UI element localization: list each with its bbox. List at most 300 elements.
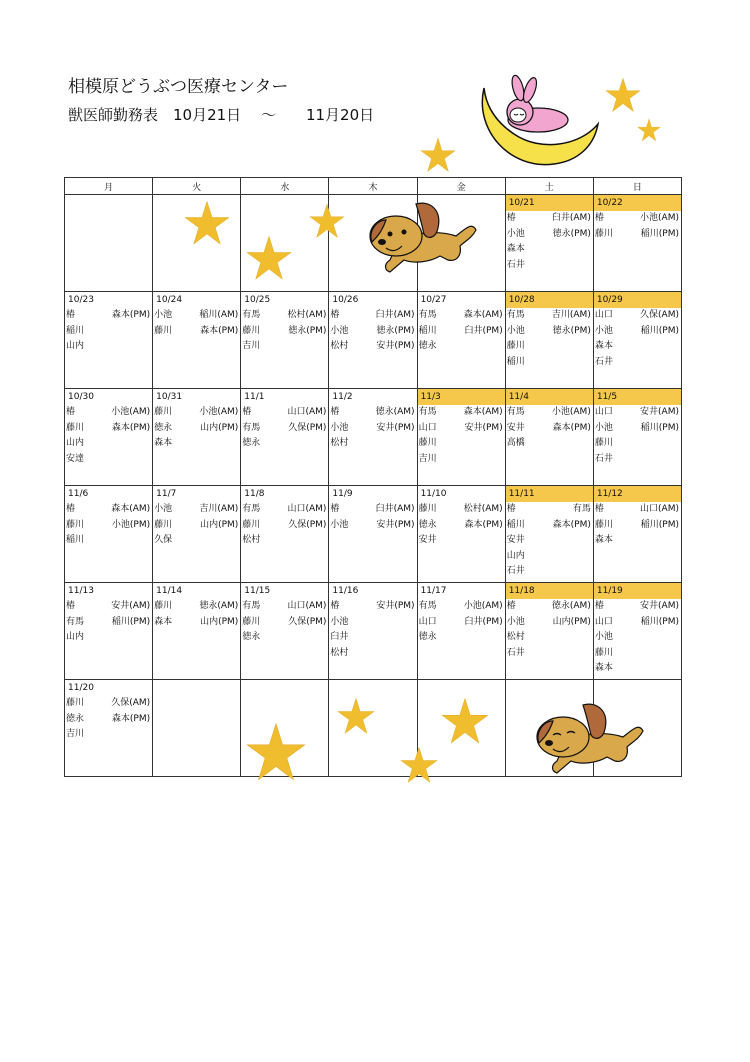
staff-name: 有馬 bbox=[506, 310, 525, 320]
day-cell bbox=[65, 680, 153, 777]
staff-row bbox=[418, 630, 505, 646]
staff-row bbox=[241, 533, 328, 549]
day-date: 11/6 bbox=[68, 489, 89, 499]
staff-name: 藤川 bbox=[66, 519, 85, 530]
staff-name: 石井 bbox=[594, 356, 613, 367]
staff-name: 椿 bbox=[330, 601, 340, 611]
staff-shift: 山口(AM) bbox=[287, 504, 327, 514]
staff-shift: 山口(AM) bbox=[287, 407, 327, 417]
staff-row bbox=[65, 518, 152, 534]
day-cell bbox=[505, 195, 593, 292]
staff-shift: 久保(AM) bbox=[111, 698, 151, 708]
dog-illustration bbox=[527, 699, 645, 777]
staff-shift: 臼井(PM) bbox=[464, 325, 503, 336]
staff-name: 稲川 bbox=[506, 356, 525, 367]
staff-name: 有馬 bbox=[242, 601, 261, 611]
day-cell bbox=[153, 583, 241, 680]
day-cell bbox=[593, 389, 681, 486]
day-date: 11/19 bbox=[594, 583, 681, 599]
day-date: 10/30 bbox=[68, 392, 94, 402]
staff-row bbox=[329, 324, 416, 340]
staff-name: 吉川 bbox=[66, 729, 85, 739]
staff-name: 椿 bbox=[594, 504, 604, 514]
day-date: 10/31 bbox=[156, 392, 183, 402]
staff-name: 石井 bbox=[506, 259, 525, 270]
staff-name: 椿 bbox=[506, 601, 516, 611]
staff-name: 椿 bbox=[330, 310, 340, 320]
staff-row bbox=[153, 436, 240, 452]
day-date: 11/10 bbox=[420, 489, 447, 499]
staff-name: 藤川 bbox=[418, 504, 437, 514]
weekday-header: 木 bbox=[329, 178, 417, 195]
staff-name: 有馬 bbox=[418, 407, 437, 417]
staff-name: 藤川 bbox=[242, 616, 261, 627]
staff-row bbox=[418, 533, 505, 549]
staff-name: 椿 bbox=[594, 213, 604, 223]
weekday-header: 金 bbox=[417, 178, 505, 195]
day-date: 10/22 bbox=[594, 195, 681, 211]
day-cell bbox=[505, 486, 593, 583]
day-cell bbox=[505, 389, 593, 486]
staff-shift: 松村(AM) bbox=[463, 504, 503, 514]
staff-shift: 久保(PM) bbox=[288, 616, 327, 627]
staff-name: 藤川 bbox=[154, 519, 173, 530]
staff-row bbox=[594, 630, 681, 646]
day-date: 11/7 bbox=[156, 489, 177, 499]
star-icon bbox=[605, 77, 641, 113]
day-cell bbox=[153, 292, 241, 389]
staff-row bbox=[506, 242, 593, 258]
day-cell bbox=[153, 680, 241, 777]
staff-shift: 小池(AM) bbox=[199, 407, 239, 417]
staff-row bbox=[594, 533, 681, 549]
staff-shift: 安井(PM) bbox=[376, 601, 415, 611]
staff-shift: 安井(AM) bbox=[640, 407, 679, 417]
staff-row bbox=[65, 615, 152, 631]
staff-name: 石井 bbox=[506, 647, 525, 658]
staff-row bbox=[329, 436, 416, 452]
day-cell bbox=[65, 486, 153, 583]
day-cell bbox=[329, 389, 417, 486]
day-cell bbox=[417, 389, 505, 486]
week-row bbox=[65, 486, 682, 583]
day-date: 10/25 bbox=[244, 295, 271, 305]
staff-name: 椿 bbox=[66, 407, 76, 417]
staff-name: 小池 bbox=[506, 616, 525, 627]
day-cell bbox=[241, 389, 329, 486]
staff-row bbox=[594, 308, 681, 324]
staff-row bbox=[506, 339, 593, 355]
staff-name: 徳永 bbox=[418, 632, 437, 642]
staff-shift: 臼井(AM) bbox=[375, 504, 415, 514]
staff-row bbox=[594, 502, 681, 518]
day-cell bbox=[417, 486, 505, 583]
day-cell bbox=[153, 389, 241, 486]
day-date: 11/9 bbox=[332, 489, 353, 499]
staff-name: 稲川 bbox=[66, 535, 85, 545]
staff-name: 森本 bbox=[594, 341, 613, 351]
staff-name: 森本 bbox=[154, 438, 173, 448]
day-date: 11/14 bbox=[156, 586, 183, 596]
staff-name: 椿 bbox=[594, 601, 604, 611]
staff-shift: 安井(PM) bbox=[464, 422, 503, 433]
staff-row bbox=[418, 324, 505, 340]
day-cell bbox=[505, 583, 593, 680]
staff-shift: 徳永(PM) bbox=[288, 325, 327, 336]
staff-row bbox=[506, 549, 593, 565]
day-date: 10/21 bbox=[506, 195, 593, 211]
staff-row bbox=[506, 646, 593, 662]
day-cell bbox=[329, 486, 417, 583]
staff-shift: 小池(AM) bbox=[111, 407, 151, 417]
staff-name: 藤川 bbox=[242, 519, 261, 530]
staff-name: 松村 bbox=[330, 438, 349, 448]
staff-name: 小池 bbox=[506, 228, 525, 239]
day-date: 11/12 bbox=[594, 486, 681, 502]
staff-name: 森本 bbox=[154, 616, 173, 627]
staff-row bbox=[65, 599, 152, 615]
staff-shift: 森本(PM) bbox=[111, 310, 151, 320]
staff-row bbox=[153, 324, 240, 340]
staff-shift: 徳永(PM) bbox=[376, 325, 415, 336]
staff-shift: 松村(AM) bbox=[287, 310, 327, 320]
staff-name: 藤川 bbox=[242, 325, 261, 336]
staff-name: 徳永 bbox=[242, 438, 261, 448]
staff-name: 石井 bbox=[506, 566, 525, 576]
staff-row bbox=[594, 661, 681, 677]
day-date: 11/18 bbox=[506, 583, 593, 599]
staff-name: 藤川 bbox=[66, 698, 85, 708]
staff-name: 椿 bbox=[330, 504, 340, 514]
staff-row bbox=[241, 308, 328, 324]
staff-name: 藤川 bbox=[594, 228, 613, 239]
dog-illustration bbox=[360, 198, 478, 276]
staff-name: 松村 bbox=[242, 535, 261, 545]
staff-name: 稲川 bbox=[66, 325, 85, 336]
staff-shift: 徳永(PM) bbox=[552, 228, 591, 239]
staff-row bbox=[329, 630, 416, 646]
staff-name: 小池 bbox=[154, 504, 173, 514]
staff-name: 小池 bbox=[506, 325, 525, 336]
staff-name: 藤川 bbox=[66, 422, 85, 433]
staff-name: 小池 bbox=[330, 422, 349, 433]
staff-name: 椿 bbox=[66, 601, 76, 611]
day-cell bbox=[153, 486, 241, 583]
staff-shift: 小池(AM) bbox=[551, 407, 591, 417]
staff-row bbox=[329, 518, 416, 534]
staff-row bbox=[418, 599, 505, 615]
schedule-subtitle: 獣医師勤務表 10月21日 ～ 11月20日 bbox=[68, 106, 375, 124]
day-cell bbox=[593, 486, 681, 583]
staff-row bbox=[153, 405, 240, 421]
staff-row bbox=[241, 630, 328, 646]
staff-name: 椿 bbox=[506, 213, 516, 223]
staff-shift: 稲川(PM) bbox=[640, 519, 679, 530]
staff-name: 山口 bbox=[418, 616, 437, 627]
staff-row bbox=[594, 518, 681, 534]
staff-name: 吉川 bbox=[418, 453, 437, 464]
staff-name: 有馬 bbox=[242, 310, 261, 320]
star-icon bbox=[309, 203, 345, 239]
staff-row bbox=[594, 615, 681, 631]
staff-row bbox=[418, 518, 505, 534]
staff-row bbox=[418, 339, 505, 355]
day-date: 11/4 bbox=[506, 389, 593, 405]
day-date: 10/28 bbox=[506, 292, 593, 308]
staff-name: 有馬 bbox=[506, 407, 525, 417]
staff-name: 山内 bbox=[66, 632, 85, 642]
day-date: 11/20 bbox=[68, 683, 94, 693]
staff-name: 山内 bbox=[506, 550, 525, 561]
staff-name: 山内 bbox=[66, 341, 85, 351]
staff-row bbox=[506, 518, 593, 534]
staff-name: 藤川 bbox=[154, 601, 173, 611]
staff-shift: 山内(PM) bbox=[200, 422, 239, 433]
staff-shift: 森本(PM) bbox=[464, 519, 503, 530]
staff-row bbox=[506, 502, 593, 518]
week-row bbox=[65, 389, 682, 486]
staff-shift: 久保(PM) bbox=[288, 422, 327, 433]
staff-name: 椿 bbox=[242, 407, 252, 417]
staff-row bbox=[329, 339, 416, 355]
staff-row bbox=[329, 421, 416, 437]
page-title: 相模原どうぶつ医療センター bbox=[68, 77, 289, 97]
staff-name: 安井 bbox=[506, 422, 525, 433]
day-cell bbox=[505, 292, 593, 389]
weekday-header: 土 bbox=[505, 178, 593, 195]
staff-row bbox=[65, 436, 152, 452]
week-row bbox=[65, 583, 682, 680]
staff-row bbox=[153, 518, 240, 534]
staff-row bbox=[506, 227, 593, 243]
staff-name: 安井 bbox=[506, 535, 525, 545]
staff-shift: 山内(PM) bbox=[552, 616, 591, 627]
star-icon bbox=[246, 235, 292, 281]
staff-shift: 臼井(AM) bbox=[551, 213, 591, 223]
star-icon bbox=[420, 137, 456, 173]
staff-row bbox=[594, 339, 681, 355]
staff-name: 吉川 bbox=[242, 341, 261, 351]
weekday-header: 月 bbox=[65, 178, 153, 195]
staff-row bbox=[506, 405, 593, 421]
day-date: 11/2 bbox=[332, 392, 353, 402]
day-date: 10/24 bbox=[156, 295, 183, 305]
staff-name: 山口 bbox=[594, 310, 613, 320]
staff-row bbox=[65, 696, 152, 712]
staff-row bbox=[506, 630, 593, 646]
staff-name: 徳永 bbox=[154, 422, 173, 433]
staff-row bbox=[418, 421, 505, 437]
weekday-header: 火 bbox=[153, 178, 241, 195]
day-cell bbox=[241, 583, 329, 680]
staff-name: 有馬 bbox=[66, 616, 85, 627]
day-cell bbox=[593, 292, 681, 389]
staff-row bbox=[65, 727, 152, 743]
staff-name: 安達 bbox=[66, 453, 85, 464]
staff-row bbox=[506, 308, 593, 324]
staff-row bbox=[329, 599, 416, 615]
day-date: 11/16 bbox=[332, 586, 359, 596]
day-cell bbox=[329, 583, 417, 680]
staff-row bbox=[506, 436, 593, 452]
staff-name: 徳永 bbox=[242, 632, 261, 642]
staff-name: 石井 bbox=[594, 453, 613, 464]
staff-shift: 稲川(AM) bbox=[199, 310, 239, 320]
staff-row bbox=[153, 502, 240, 518]
staff-name: 小池 bbox=[154, 310, 173, 320]
staff-row bbox=[65, 533, 152, 549]
staff-row bbox=[241, 502, 328, 518]
staff-row bbox=[418, 405, 505, 421]
staff-row bbox=[65, 324, 152, 340]
staff-name: 椿 bbox=[506, 504, 516, 514]
staff-name: 藤川 bbox=[154, 407, 173, 417]
staff-name: 小池 bbox=[594, 422, 613, 433]
staff-name: 久保 bbox=[154, 535, 173, 545]
day-date: 11/15 bbox=[244, 586, 271, 596]
staff-shift: 森本(PM) bbox=[111, 713, 151, 724]
day-date: 11/17 bbox=[420, 586, 447, 596]
staff-shift: 森本(PM) bbox=[552, 519, 591, 530]
staff-row bbox=[594, 405, 681, 421]
star-icon bbox=[337, 697, 375, 735]
staff-name: 稲川 bbox=[418, 325, 437, 336]
staff-name: 松村 bbox=[330, 647, 349, 658]
staff-name: 山口 bbox=[594, 407, 613, 417]
staff-row bbox=[594, 211, 681, 227]
staff-row bbox=[418, 502, 505, 518]
day-date: 11/3 bbox=[418, 389, 505, 405]
staff-row bbox=[65, 421, 152, 437]
staff-name: 藤川 bbox=[154, 325, 173, 336]
day-cell bbox=[593, 195, 681, 292]
staff-shift: 安井(PM) bbox=[376, 422, 415, 433]
staff-shift: 山内(PM) bbox=[200, 616, 239, 627]
staff-row bbox=[594, 227, 681, 243]
staff-shift: 森本(PM) bbox=[200, 325, 239, 336]
staff-row bbox=[153, 308, 240, 324]
staff-row bbox=[506, 324, 593, 340]
staff-row bbox=[506, 211, 593, 227]
staff-shift: 吉川(AM) bbox=[551, 310, 591, 320]
staff-row bbox=[506, 615, 593, 631]
staff-row bbox=[594, 436, 681, 452]
star-icon bbox=[637, 118, 661, 142]
star-icon bbox=[246, 722, 306, 782]
star-icon bbox=[184, 200, 230, 246]
staff-name: 有馬 bbox=[242, 422, 261, 433]
star-icon bbox=[441, 697, 489, 745]
staff-row bbox=[241, 599, 328, 615]
staff-row bbox=[506, 564, 593, 580]
staff-name: 藤川 bbox=[594, 438, 613, 448]
staff-shift: 安井(AM) bbox=[111, 601, 151, 611]
staff-shift: 徳永(AM) bbox=[375, 407, 415, 417]
staff-name: 山内 bbox=[66, 438, 85, 448]
staff-shift: 森本(AM) bbox=[111, 504, 151, 514]
day-cell bbox=[241, 292, 329, 389]
staff-name: 安井 bbox=[418, 535, 437, 545]
day-date: 11/5 bbox=[594, 389, 681, 405]
star-icon bbox=[400, 746, 438, 784]
day-cell bbox=[329, 292, 417, 389]
staff-row bbox=[506, 533, 593, 549]
staff-row bbox=[241, 324, 328, 340]
day-cell bbox=[593, 583, 681, 680]
moon-bunny-illustration bbox=[470, 68, 600, 173]
day-date: 10/27 bbox=[420, 295, 447, 305]
staff-name: 小池 bbox=[594, 632, 613, 642]
day-cell bbox=[417, 292, 505, 389]
weekday-header-row bbox=[65, 178, 682, 195]
staff-row bbox=[241, 405, 328, 421]
staff-name: 藤川 bbox=[418, 438, 437, 448]
staff-name: 稲川 bbox=[506, 519, 525, 530]
staff-shift: 山口(AM) bbox=[640, 504, 679, 514]
staff-shift: 有馬 bbox=[572, 504, 591, 514]
staff-row bbox=[594, 355, 681, 371]
staff-shift: 小池(PM) bbox=[111, 519, 151, 530]
staff-row bbox=[418, 452, 505, 468]
staff-row bbox=[65, 452, 152, 468]
staff-row bbox=[153, 421, 240, 437]
day-date: 10/29 bbox=[594, 292, 681, 308]
day-cell bbox=[65, 389, 153, 486]
weekday-header: 水 bbox=[241, 178, 329, 195]
staff-name: 松村 bbox=[330, 341, 349, 351]
staff-row bbox=[506, 599, 593, 615]
staff-shift: 小池(AM) bbox=[640, 213, 679, 223]
staff-shift: 臼井(PM) bbox=[464, 616, 503, 627]
staff-shift: 稲川(PM) bbox=[640, 228, 679, 239]
staff-row bbox=[418, 308, 505, 324]
staff-row bbox=[153, 533, 240, 549]
staff-name: 山口 bbox=[594, 616, 613, 627]
staff-shift: 安井(AM) bbox=[640, 601, 679, 611]
staff-name: 徳永 bbox=[418, 519, 437, 530]
staff-shift: 山口(AM) bbox=[287, 601, 327, 611]
staff-name: 山口 bbox=[418, 422, 437, 433]
staff-shift: 稲川(PM) bbox=[640, 325, 679, 336]
staff-row bbox=[241, 436, 328, 452]
day-date: 11/1 bbox=[244, 392, 265, 402]
staff-name: 小池 bbox=[594, 325, 613, 336]
staff-name: 森本 bbox=[506, 244, 525, 254]
staff-name: 高橋 bbox=[506, 438, 525, 448]
staff-row bbox=[65, 630, 152, 646]
day-cell bbox=[65, 195, 153, 292]
staff-row bbox=[594, 324, 681, 340]
day-cell bbox=[241, 486, 329, 583]
staff-name: 椿 bbox=[330, 407, 340, 417]
staff-row bbox=[241, 615, 328, 631]
staff-row bbox=[329, 502, 416, 518]
staff-shift: 稲川(PM) bbox=[640, 422, 679, 433]
weekday-header: 日 bbox=[593, 178, 681, 195]
staff-row bbox=[241, 339, 328, 355]
staff-name: 小池 bbox=[330, 519, 349, 530]
staff-row bbox=[418, 436, 505, 452]
staff-name: 藤川 bbox=[594, 647, 613, 658]
day-date: 11/8 bbox=[244, 489, 265, 499]
staff-row bbox=[329, 615, 416, 631]
staff-name: 臼井 bbox=[330, 632, 349, 642]
staff-name: 小池 bbox=[330, 616, 349, 627]
staff-shift: 徳永(AM) bbox=[551, 601, 591, 611]
staff-shift: 安井(PM) bbox=[376, 519, 415, 530]
staff-row bbox=[329, 646, 416, 662]
staff-shift: 小池(AM) bbox=[463, 601, 503, 611]
